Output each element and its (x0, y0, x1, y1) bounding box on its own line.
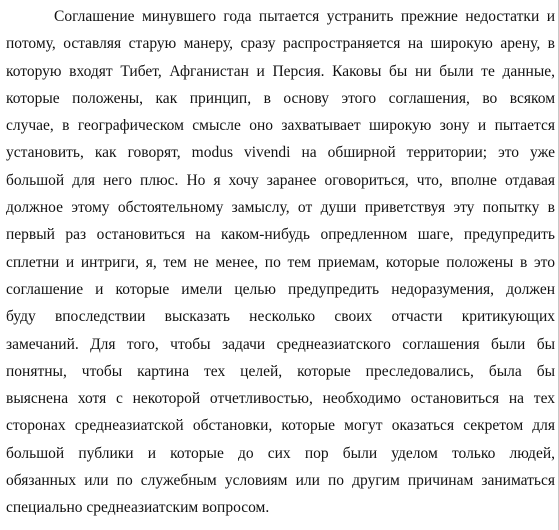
text-line: большой публики и которые до сих пор были уделом только людей, (6, 444, 555, 462)
text-line: понятны, чтобы картина тех целей, которые преследовались, была бы (6, 362, 555, 380)
text-line: выяснена хотя с некоторой отчетливостью, необходимо остановиться на тех (6, 390, 555, 408)
text-line: первый раз остановиться на каком-нибудь опредленном шаге, предупредить (6, 226, 555, 244)
text-line: потому, оставляя старую манеру, сразу распространяется на широкую арену, в (6, 35, 555, 53)
text-line: которую входят Тибет, Афганистан и Персия. Каковы бы ни были те данные, (6, 62, 555, 80)
text-line: установить, как говорят, modus vivendi на обширной территории; это уже (6, 144, 555, 162)
text-line: должное этому обстоятельному замыслу, от души приветствуя эту попытку в (6, 199, 555, 217)
text-line: специально среднеазиатским вопросом. (6, 499, 270, 517)
text-line: буду впоследствии высказать несколько своих отчасти критикующих (6, 308, 555, 326)
text-line: Соглашение минувшего года пытается устранить прежние недостатки и (54, 8, 555, 25)
body-paragraph (6, 3, 555, 522)
text-line: замечаний. Для того, чтобы задачи среднеазиатского соглашения были бы (6, 335, 555, 353)
text-line: случае, в географическом смысле оно захватывает широкую зону и пытается (6, 117, 555, 135)
text-line: большой для него плюс. Но я хочу заранее оговориться, что, вполне отдавая (6, 171, 555, 189)
text-line: обязанных или по служебным условиям или по другим причинам заниматься (6, 472, 555, 490)
text-line: сторонах среднеазиатской обстановки, которые могут оказаться секретом для (6, 417, 555, 435)
text-line: которые положены, как принцип, в основу этого соглашения, во всяком (6, 89, 555, 107)
text-line: соглашение и которые имели целью предупредить недоразумения, должен (6, 280, 555, 298)
text-line: сплетни и интриги, я, тем не менее, по тем приемам, которые положены в это (6, 253, 555, 271)
